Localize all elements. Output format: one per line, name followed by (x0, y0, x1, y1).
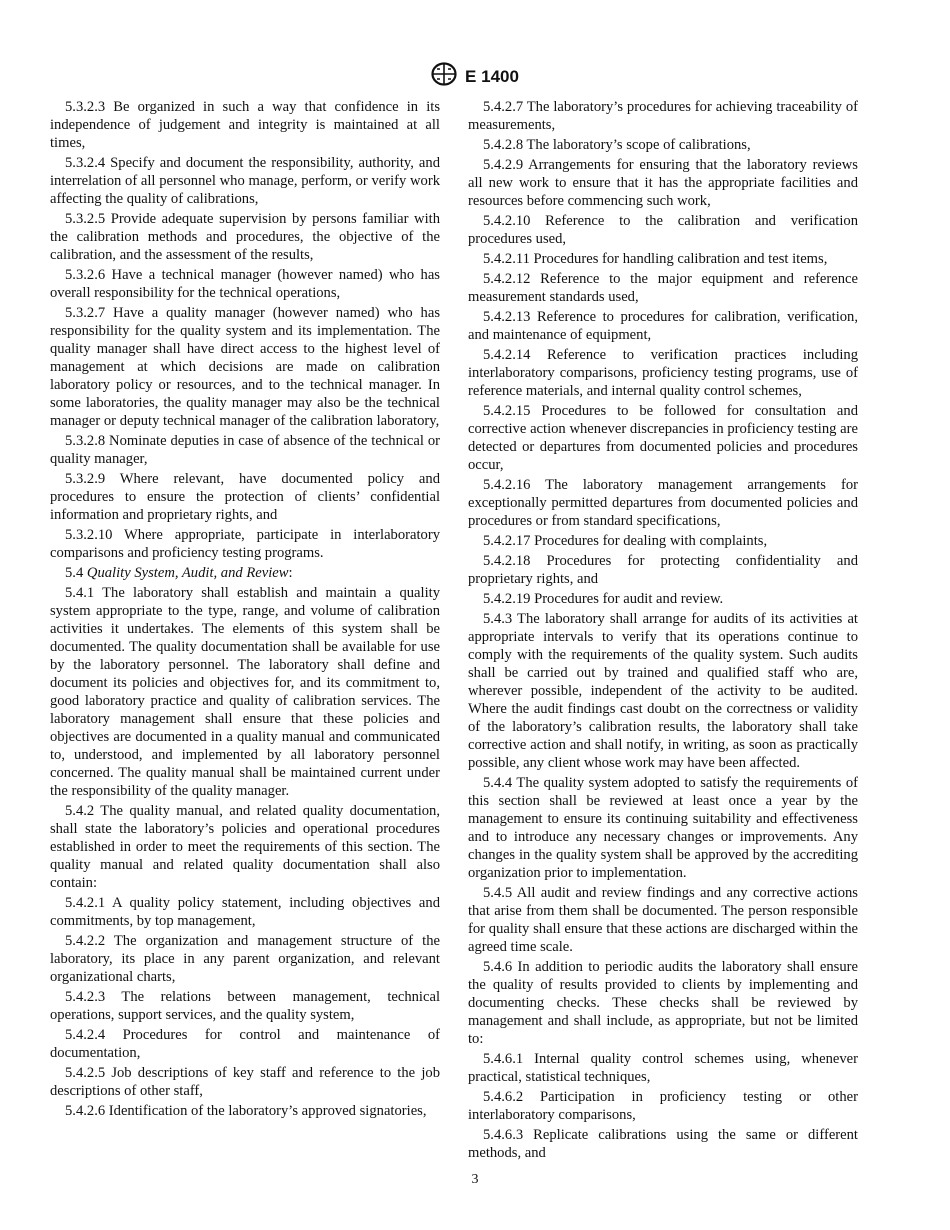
paragraph: 5.3.2.7 Have a quality manager (however named) who has responsibility for the quality system and its implementation. The quality manager shall have direct access to the highest level of management at which decisions are made on calibration laboratory policy or resources, and to the technical manager. In some laboratories, the quality manager may also be the technical manager or deputy technical manager of the calibration laboratory, (50, 305, 440, 429)
paragraph: 5.4.2.3 The relations between management, technical operations, support services, and the quality system, (50, 989, 440, 1023)
paragraph: 5.4.2.16 The laboratory management arrangements for exceptionally permitted departures from documented policies and procedures or from standard specifications, (468, 477, 858, 529)
paragraph: 5.4.2.14 Reference to verification practices including interlaboratory comparisons, proficiency testing programs, use of reference materials, and internal quality control schemes, (468, 347, 858, 399)
paragraph: 5.3.2.8 Nominate deputies in case of absence of the technical or quality manager, (50, 433, 440, 467)
paragraph: 5.4.6 In addition to periodic audits the laboratory shall ensure the quality of results provided to clients by implementing and documenting checks. These checks shall be reviewed by management and shall include, as appropriate, but not be limited to: (468, 959, 858, 1047)
left-column (50, 98, 440, 1122)
paragraph: 5.4.2.1 A quality policy statement, including objectives and commitments, by top management, (50, 895, 440, 929)
paragraph: 5.4.6.1 Internal quality control schemes using, whenever practical, statistical techniques, (468, 1051, 858, 1085)
paragraph: 5.4.3 The laboratory shall arrange for audits of its activities at appropriate intervals to verify that its operations continue to comply with the requirements of the quality system. Such audits shall be carried out by trained and qualified staff who are, wherever possible, independent of the activity to be audited. Where the audit findings cast doubt on the correctness or validity of the laboratory’s calibration results, the laboratory shall take corrective action and shall notify, in writing, as soon as practically possible, any client whose work may have been affected. (468, 611, 858, 771)
paragraph: 5.3.2.6 Have a technical manager (however named) who has overall responsibility for the technical operations, (50, 267, 440, 301)
paragraph: 5.4.6.3 Replicate calibrations using the same or different methods, and (468, 1127, 858, 1161)
astm-logo (431, 62, 457, 91)
section-number: 5.4 (65, 565, 84, 581)
paragraph: 5.4.2.17 Procedures for dealing with complaints, (483, 533, 768, 549)
paragraph: 5.4.2.6 Identification of the laboratory’s approved signatories, (65, 1103, 427, 1119)
paragraph: 5.4.2.19 Procedures for audit and review. (483, 591, 724, 607)
paragraph: 5.4.2.18 Procedures for protecting confidentiality and proprietary rights, and (468, 553, 858, 587)
paragraph: 5.3.2.5 Provide adequate supervision by persons familiar with the calibration methods and procedures, the objective of the calibration, and the assessment of the results, (50, 211, 440, 263)
standard-designation: E 1400 (465, 66, 519, 86)
paragraph: 5.3.2.10 Where appropriate, participate in interlaboratory comparisons and proficiency testing programs. (50, 527, 440, 561)
paragraph: 5.4.2.11 Procedures for handling calibration and test items, (483, 251, 828, 267)
page-header (0, 62, 950, 91)
paragraph: 5.4.6.2 Participation in proficiency testing or other interlaboratory comparisons, (468, 1089, 858, 1123)
paragraph: 5.4.2.4 Procedures for control and maintenance of documentation, (50, 1027, 440, 1061)
paragraph: 5.4.5 All audit and review findings and any corrective actions that arise from them shall be documented. The person responsible for quality shall ensure that these actions are discharged within the agreed time scale. (468, 885, 858, 955)
paragraph: 5.4.2.5 Job descriptions of key staff and reference to the job descriptions of other staff, (50, 1065, 440, 1099)
paragraph: 5.3.2.4 Specify and document the responsibility, authority, and interrelation of all personnel who manage, perform, or verify work affecting the quality of calibrations, (50, 155, 440, 207)
section-title: Quality System, Audit, and Review (86, 565, 289, 581)
section-heading: 5.4 Quality System, Audit, and Review: (65, 565, 293, 581)
paragraph: 5.3.2.3 Be organized in such a way that confidence in its independence of judgement and integrity is maintained at all times, (50, 99, 440, 151)
paragraph: 5.3.2.9 Where relevant, have documented policy and procedures to ensure the protection of clients’ confidential information and proprietary rights, and (50, 471, 440, 523)
paragraph: 5.4.2.12 Reference to the major equipment and reference measurement standards used, (468, 271, 858, 305)
paragraph: 5.4.4 The quality system adopted to satisfy the requirements of this section shall be reviewed at least once a year by the management to ensure its continuing suitability and effectiveness and to introduce any necessary changes or improvements. Any changes in the quality system shall be approved by the accrediting organization prior to implementation. (468, 775, 858, 881)
paragraph: 5.4.2.9 Arrangements for ensuring that the laboratory reviews all new work to ensure that it has the appropriate facilities and resources before commencing such work, (468, 157, 858, 209)
paragraph: 5.4.1 The laboratory shall establish and maintain a quality system appropriate to the type, range, and volume of calibration activities it undertakes. The elements of this system shall be documented. The quality documentation shall be available for use by the laboratory personnel. The laboratory shall define and document its policies and objectives for, and its commitment to, good laboratory practice and quality of calibration services. The laboratory management shall ensure that these policies and objectives are documented in a quality manual and communicated to, understood, and implemented by all laboratory personnel concerned. The quality manual shall be maintained current under the responsibility of the quality manager. (50, 585, 440, 799)
paragraph: 5.4.2.15 Procedures to be followed for consultation and corrective action whenever discrepancies in proficiency testing are detected or departures from documented policies and procedures occur, (468, 403, 858, 473)
paragraph: 5.4.2.7 The laboratory’s procedures for achieving traceability of measurements, (468, 99, 858, 133)
paragraph: 5.4.2.10 Reference to the calibration and verification procedures used, (468, 213, 858, 247)
paragraph: 5.4.2.2 The organization and management structure of the laboratory, its place in any parent organization, and relevant organizational charts, (50, 933, 440, 985)
paragraph: 5.4.2.8 The laboratory’s scope of calibrations, (483, 137, 751, 153)
page-number: 3 (471, 1172, 479, 1187)
right-column (468, 98, 858, 1164)
paragraph: 5.4.2.13 Reference to procedures for calibration, verification, and maintenance of equipment, (468, 309, 858, 343)
paragraph: 5.4.2 The quality manual, and related quality documentation, shall state the laboratory’s policies and operational procedures established in order to meet the requirements of this section. The quality manual and related quality documentation shall also contain: (50, 803, 440, 891)
